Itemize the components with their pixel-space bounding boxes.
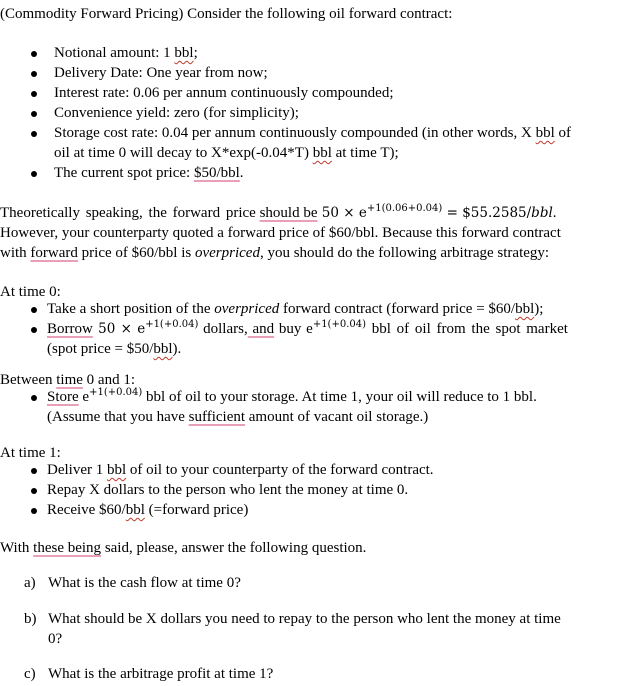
bullet-icon xyxy=(31,395,37,401)
question-b-label: b) xyxy=(24,611,37,627)
bullet-icon xyxy=(31,51,37,57)
bullet-icon xyxy=(31,71,37,77)
time0-borrow-line2: (spot price = $50/bbl). xyxy=(47,341,182,357)
time0-heading: At time 0: xyxy=(0,284,61,300)
between-heading: Between time 0 and 1: xyxy=(0,372,135,388)
theory-line2: However, your counterparty quoted a forward price of $60/bbl. Because this forward contract xyxy=(0,225,561,241)
term-delivery: Delivery Date: One year from now; xyxy=(54,65,268,81)
bullet-icon xyxy=(31,131,37,137)
time0-short-position: Take a short position of the overpriced forward contract (forward price = $60/bbl); xyxy=(47,301,544,317)
question-b-continuation: 0? xyxy=(48,631,63,647)
time0-borrow: Borrow $50 \times e^{+1(+0.04)}$ dollars, and buy $e^{+1(+0.04)}$ bbl of oil from the spot market xyxy=(47,319,568,337)
term-storage-line1: Storage cost rate: 0.04 per annum continuously compounded (in other words, X bbl of xyxy=(54,125,571,141)
theory-line3: with forward price of $60/bbl is overpriced, you should do the following arbitrage strategy: xyxy=(0,245,550,261)
between-store-line2: (Assume that you have sufficient amount of vacant oil storage.) xyxy=(47,409,429,425)
problem-title: (Commodity Forward Pricing) Consider the following oil forward contract: xyxy=(0,6,453,22)
bullet-icon xyxy=(31,171,37,177)
bullet-icon xyxy=(31,327,37,333)
question-a-label: a) xyxy=(24,575,36,591)
term-convenience: Convenience yield: zero (for simplicity); xyxy=(54,105,299,121)
question-c-label: c) xyxy=(24,666,36,682)
bullet-icon xyxy=(31,508,37,514)
bullet-icon xyxy=(31,111,37,117)
term-interest: Interest rate: 0.06 per annum continuously compounded; xyxy=(54,85,394,101)
time1-repay: Repay X dollars to the person who lent the money at time 0. xyxy=(47,482,409,498)
time1-receive: Receive $60/bbl (=forward price) xyxy=(47,502,249,518)
bullet-icon xyxy=(31,468,37,474)
closing-sentence: With these being said, please, answer the following question. xyxy=(0,540,367,556)
bullet-icon xyxy=(31,91,37,97)
term-storage-line2: oil at time 0 will decay to X*exp(-0.04*T) bbl at time T); xyxy=(54,145,399,161)
question-a-text: What is the cash flow at time 0? xyxy=(48,575,241,591)
term-spot: The current spot price: $50/bbl. xyxy=(54,165,244,181)
bullet-icon xyxy=(31,307,37,313)
question-b-text: What should be X dollars you need to repay to the person who lent the money at time xyxy=(48,611,561,627)
bullet-icon xyxy=(31,488,37,494)
term-notional: Notional amount: 1 bbl; xyxy=(54,45,198,61)
between-store: Store $e^{+1(+0.04)}$ bbl of oil to your storage. At time 1, your oil will reduce to 1 bbl. xyxy=(47,387,537,405)
theory-line1: Theoretically speaking, the forward price should be $50 \times e^{+1(0.06+0.04)}$ = $55.2585/bbl. xyxy=(0,203,557,221)
question-c-text: What is the arbitrage profit at time 1? xyxy=(48,666,274,682)
time1-deliver: Deliver 1 bbl of oil to your counterparty of the forward contract. xyxy=(47,462,434,478)
time1-heading: At time 1: xyxy=(0,445,61,461)
